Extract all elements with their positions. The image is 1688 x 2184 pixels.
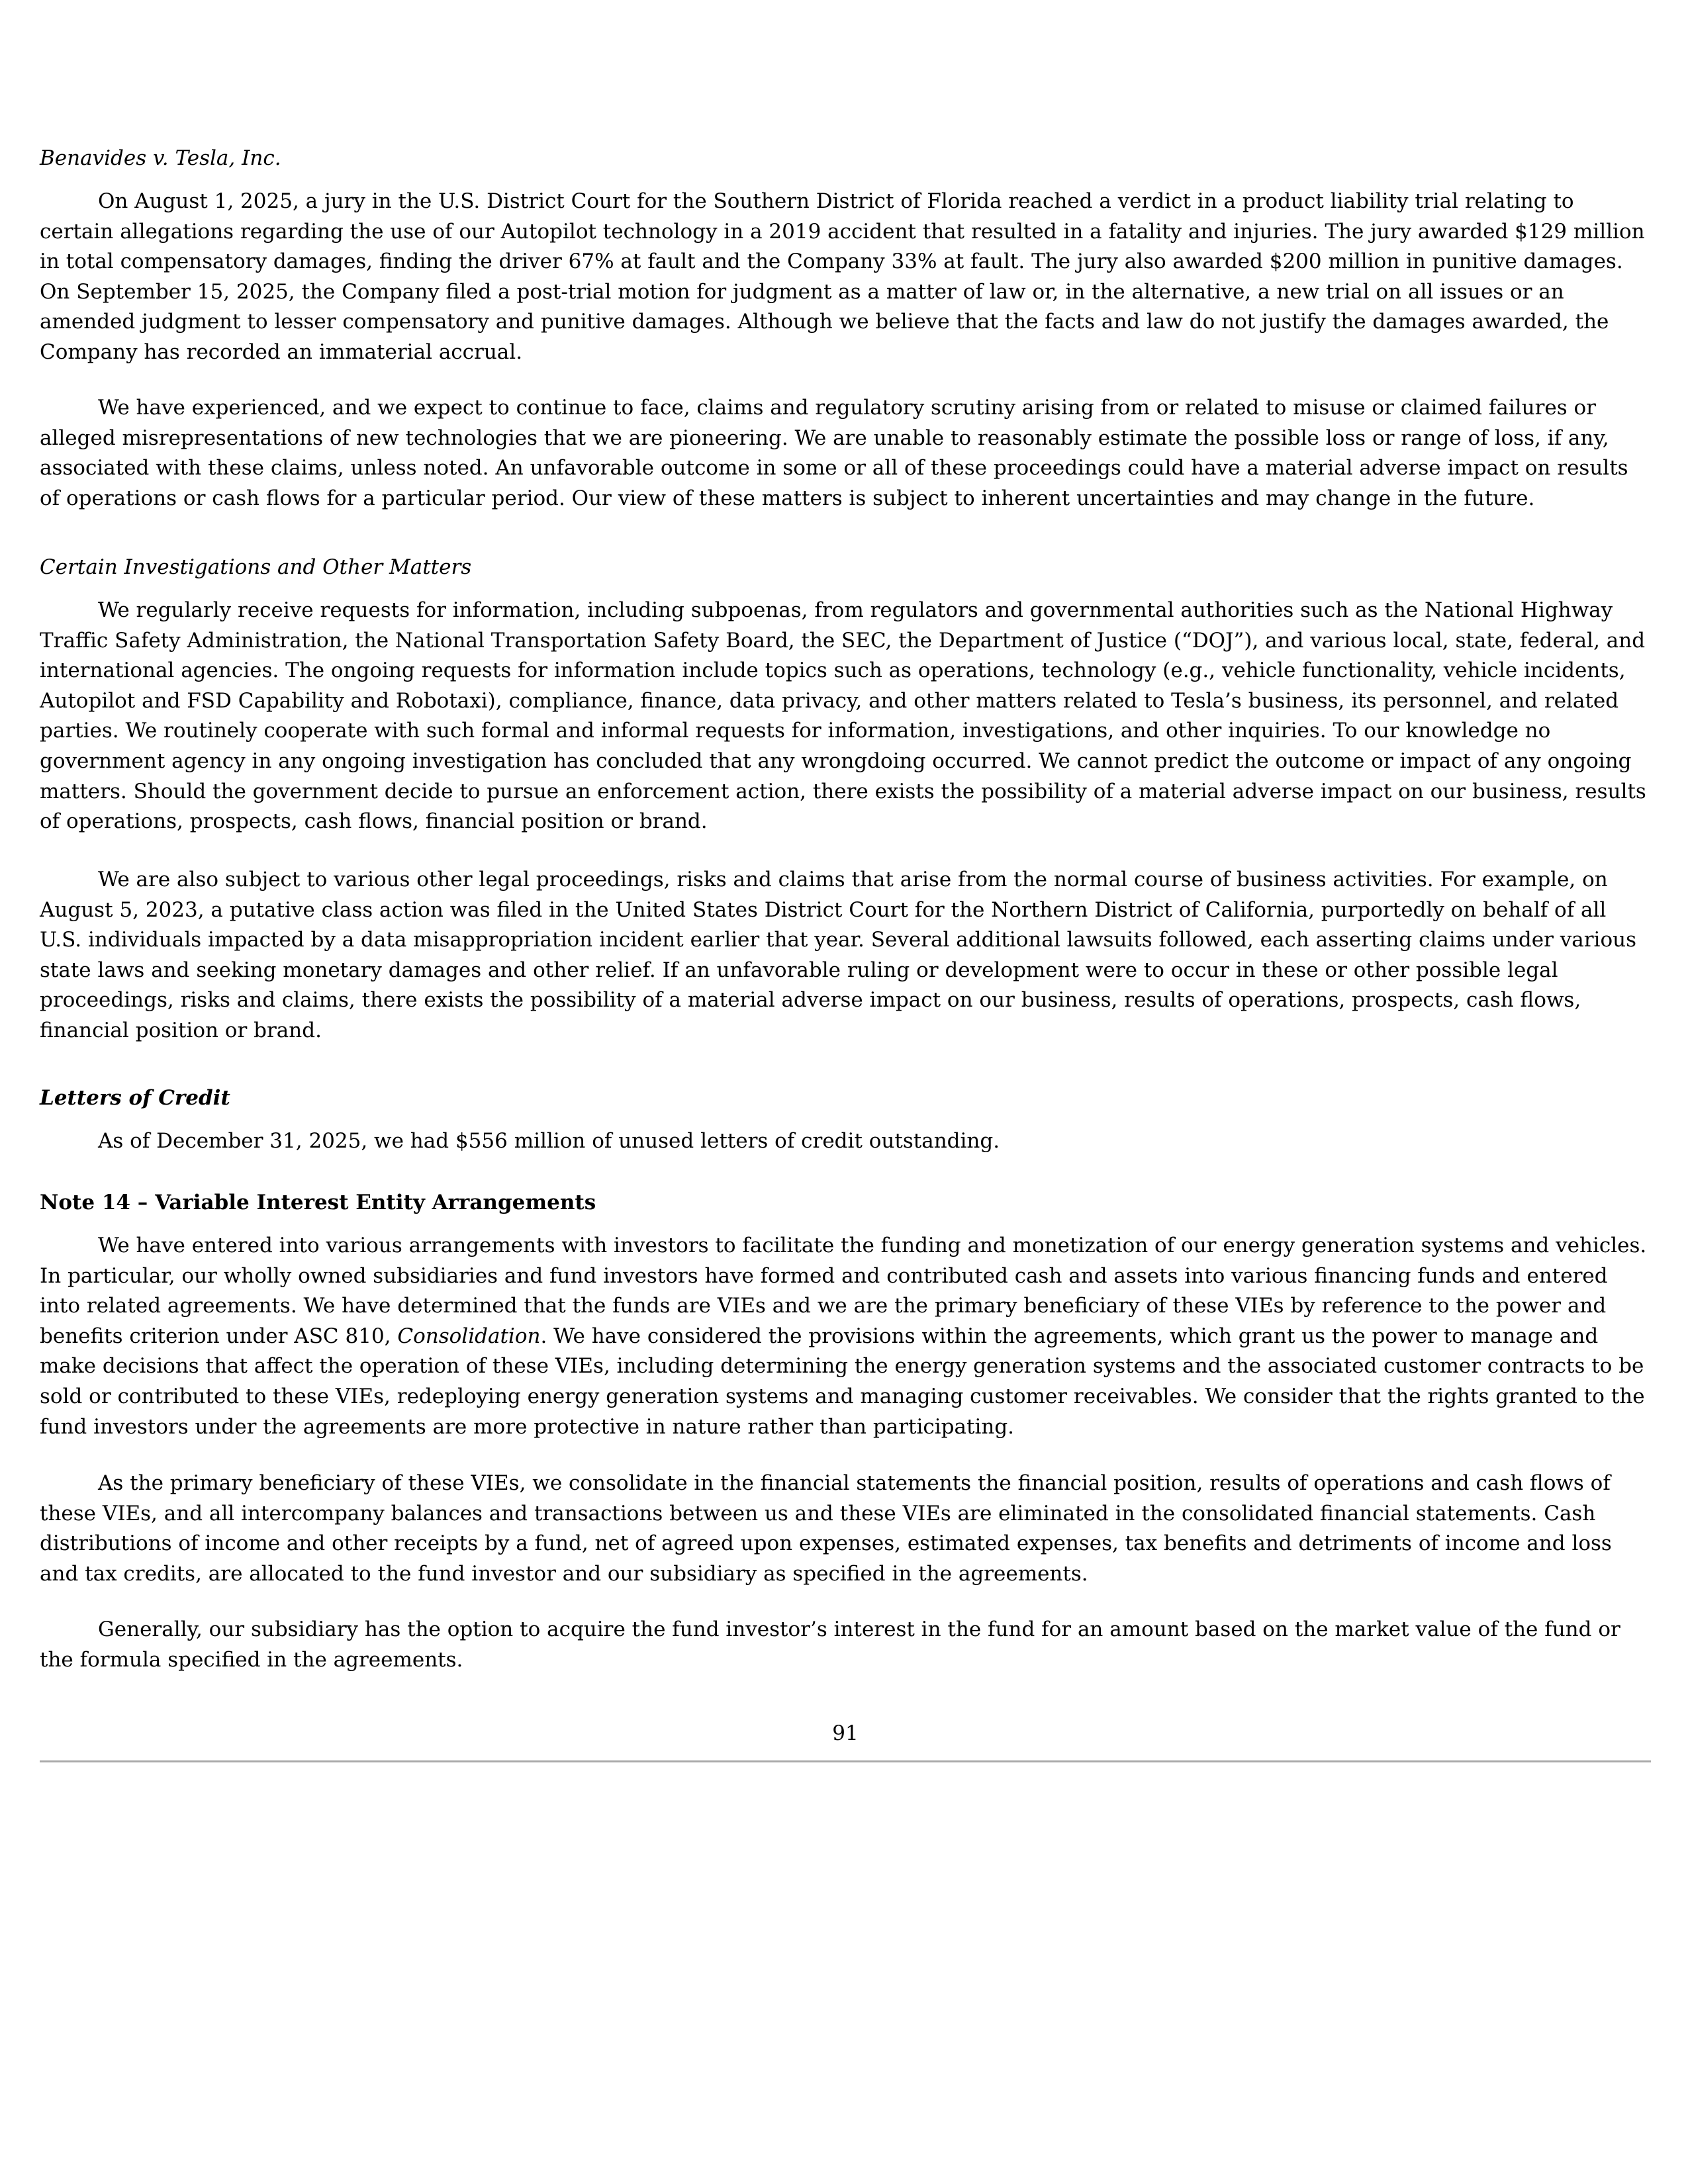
paragraph-letters-of-credit: As of December 31, 2025, we had $556 million of unused letters of credit outstanding.: [98, 1129, 1000, 1153]
asc-topic-italic: Consolidation: [397, 1324, 541, 1348]
paragraph-subsidiary-option: Generally, our subsidiary has the option to acquire the fund investor’s interest in the fund for an amount based on the market value of the fund or the formula specified in the agreements.: [40, 1617, 1620, 1672]
paragraph-benavides-verdict: On August 1, 2025, a jury in the U.S. District Court for the Southern District of Florida reached a verdict in a product liability trial relating to certain allegations regarding the use of our Autopilot technology in a 2019 accident that resulted in a fatality and injuries. The jury awarded $129 million in total compensatory damages, finding the driver 67% at fault and the Company 33% at fault. The jury also awarded $200 million in punitive damages. On September 15, 2025, the Company filed a post-trial motion for judgment as a matter of law or, in the alternative, a new trial on all issues or an amended judgment to lesser compensatory and punitive damages. Although we believe that the facts and law do not justify the damages awarded, the Company has recorded an immaterial accrual.: [40, 189, 1645, 364]
footer-divider: [40, 1760, 1651, 1762]
paragraph-vie-arrangements: [40, 1231, 1651, 1442]
document-page: [40, 0, 1651, 2184]
case-heading-benavides: Benavides v. Tesla, Inc.: [40, 146, 281, 170]
note-heading-variable-interest-entity: Note 14 – Variable Interest Entity Arrangements: [40, 1191, 596, 1214]
paragraph-information-requests: We regularly receive requests for information, including subpoenas, from regulators and governmental authorities such as the National Highway Traffic Safety Administration, the National Transportation Safety Board, the SEC, the Department of Justice (“DOJ”), and various local, state, federal, and international agencies. The ongoing requests for information include topics such as operations, technology (e.g., vehicle functionality, vehicle incidents, Autopilot and FSD Capability and Robotaxi), compliance, finance, data privacy, and other matters related to Tesla’s business, its personnel, and related parties. We routinely cooperate with such formal and informal requests for information, investigations, and other inquiries. To our knowledge no government agency in any ongoing investigation has concluded that any wrongdoing occurred. We cannot predict the outcome or impact of any ongoing matters. Should the government decide to pursue an enforcement action, there exists the possibility of a material adverse impact on our business, results of operations, prospects, cash flows, financial position or brand.: [40, 598, 1646, 834]
paragraph-primary-beneficiary: As the primary beneficiary of these VIEs, we consolidate in the financial statements the financial position, results of operations and cash flows of these VIEs, and all intercompany balances and transactions between us and these VIEs are eliminated in the consolidated financial statements. Cash distributions of income and other receipts by a fund, net of agreed upon expenses, estimated expenses, tax benefits and detriments of income and loss and tax credits, are allocated to the fund investor and our subsidiary as specified in the agreements.: [40, 1471, 1612, 1586]
section-heading-investigations: Certain Investigations and Other Matters: [40, 555, 472, 579]
paragraph-other-legal-proceedings: We are also subject to various other legal proceedings, risks and claims that arise from the normal course of business activities. For example, on August 5, 2023, a putative class action was filed in the United States District Court for the Northern District of California, purportedly on behalf of all U.S. individuals impacted by a data misappropriation incident earlier that year. Several additional lawsuits followed, each asserting claims under various state laws and seeking monetary damages and other relief. If an unfavorable ruling or development were to occur in these or other possible legal proceedings, risks and claims, there exists the possibility of a material adverse impact on our business, results of operations, prospects, cash flows, financial position or brand.: [40, 868, 1637, 1042]
paragraph-regulatory-scrutiny: We have experienced, and we expect to continue to face, claims and regulatory scrutiny arising from or related to misuse or claimed failures or alleged misrepresentations of new technologies that we are pioneering. We are unable to reasonably estimate the possible loss or range of loss, if any, associated with these claims, unless noted. An unfavorable outcome in some or all of these proceedings could have a material adverse impact on results of operations or cash flows for a particular period. Our view of these matters is subject to inherent uncertainties and may change in the future.: [40, 396, 1628, 510]
paragraph-vie-text-end: . We have considered the provisions within the agreements, which grant us the power to manage and make decisions that affect the operation of these VIEs, including determining the energy generation systems and the associated customer contracts to be sold or contributed to these VIEs, redeploying energy generation systems and managing customer receivables. We consider that the rights granted to the fund investors under the agreements are more protective in nature rather than participating.: [40, 1324, 1645, 1439]
page-number: 91: [832, 1721, 859, 1745]
section-heading-letters-of-credit: Letters of Credit: [40, 1086, 230, 1110]
paragraph-vie-text-start: We have entered into various arrangements with investors to facilitate the funding and monetization of our energy generation systems and vehicles. In particular, our wholly owned subsidiaries and fund investors have formed and contributed cash and assets into various financing funds and entered into related agreements. We have determined that the funds are VIEs and we are the primary beneficiary of these VIEs by reference to the power and benefits criterion under ASC 810,: [40, 1234, 1647, 1348]
